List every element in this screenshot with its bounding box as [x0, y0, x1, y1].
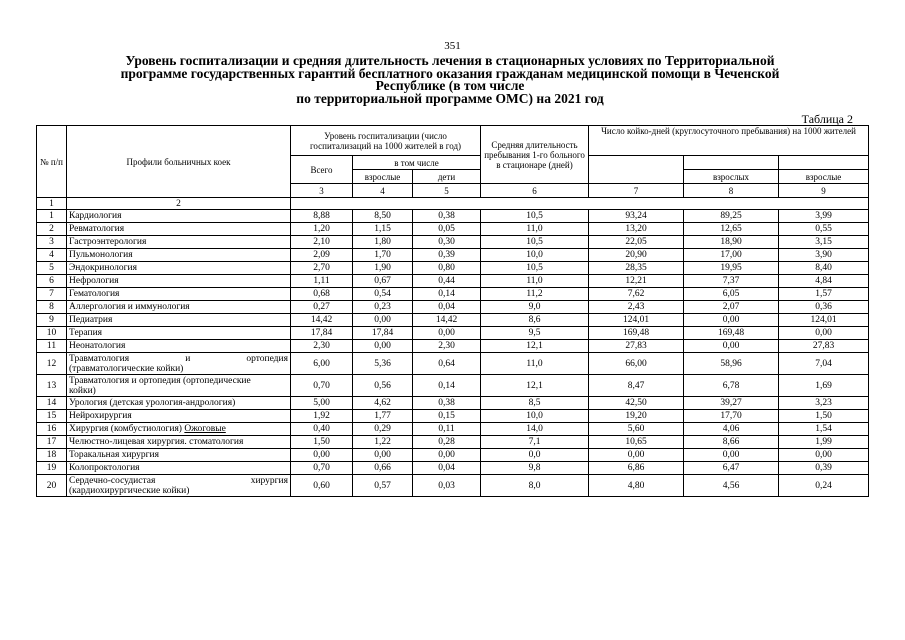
cell-adults: 1,80 — [353, 236, 413, 249]
header-total: Всего — [291, 156, 353, 184]
header-empty-cell — [779, 156, 869, 170]
cell-bd-b: 0,24 — [779, 475, 869, 497]
row-number: 9 — [37, 314, 67, 327]
hospitalization-table — [36, 125, 869, 497]
cell-bd-total: 66,00 — [589, 353, 684, 375]
col-number: 7 — [589, 184, 684, 198]
table-row — [37, 449, 869, 462]
cell-bd-a: 4,06 — [684, 423, 779, 436]
cell-children: 0,64 — [413, 353, 481, 375]
row-number: 2 — [37, 223, 67, 236]
profile-name-text: Хирургия (комбустиология) — [69, 424, 182, 434]
cell-total: 1,50 — [291, 436, 353, 449]
cell-avg: 11,2 — [481, 288, 589, 301]
cell-children: 14,42 — [413, 314, 481, 327]
profile-name — [67, 423, 291, 436]
header-num: № п/п — [37, 126, 67, 198]
cell-bd-total: 20,90 — [589, 249, 684, 262]
cell-children: 0,80 — [413, 262, 481, 275]
cell-adults: 1,70 — [353, 249, 413, 262]
header-adults-gen: взрослых — [684, 170, 779, 184]
cell-children: 0,11 — [413, 423, 481, 436]
row-number: 5 — [37, 262, 67, 275]
cell-adults: 0,54 — [353, 288, 413, 301]
cell-total: 1,20 — [291, 223, 353, 236]
header-bed-days: Число койко-дней (круглосуточного пребывания) на 1000 жителей — [589, 126, 869, 156]
cell-adults: 8,50 — [353, 210, 413, 223]
cell-children: 0,00 — [413, 449, 481, 462]
cell-bd-total: 5,60 — [589, 423, 684, 436]
profile-name — [67, 410, 291, 423]
table-row — [37, 327, 869, 340]
cell-total: 0,70 — [291, 462, 353, 475]
row-number: 20 — [37, 475, 67, 497]
cell-bd-a: 17,00 — [684, 249, 779, 262]
profile-name — [67, 236, 291, 249]
profile-name-part: хирургия — [250, 475, 288, 486]
profile-name — [67, 462, 291, 475]
cell-children: 0,05 — [413, 223, 481, 236]
cell-bd-total: 6,86 — [589, 462, 684, 475]
cell-total: 1,11 — [291, 275, 353, 288]
profile-name — [67, 397, 291, 410]
cell-adults: 1,90 — [353, 262, 413, 275]
profile-name — [67, 288, 291, 301]
cell-children: 0,00 — [413, 327, 481, 340]
table-row — [37, 249, 869, 262]
cell-avg: 10,0 — [481, 249, 589, 262]
title-line: по территориальной программе ОМС) на 2021 год — [296, 90, 604, 106]
row-number: 8 — [37, 301, 67, 314]
cell-bd-a: 8,66 — [684, 436, 779, 449]
profile-name-text: Кардиология — [69, 211, 122, 221]
row-number: 1 — [37, 210, 67, 223]
cell-bd-b: 4,84 — [779, 275, 869, 288]
cell-bd-b: 3,90 — [779, 249, 869, 262]
profile-name — [67, 449, 291, 462]
cell-adults: 0,00 — [353, 449, 413, 462]
header-children: дети — [413, 170, 481, 184]
cell-children: 0,15 — [413, 410, 481, 423]
cell-total: 2,70 — [291, 262, 353, 275]
cell-bd-a: 0,00 — [684, 449, 779, 462]
table-row — [37, 353, 869, 375]
profile-name — [67, 475, 291, 497]
profile-name-part: Травматология — [69, 353, 130, 364]
col-number: 6 — [481, 184, 589, 198]
cell-bd-b: 1,50 — [779, 410, 869, 423]
cell-bd-b: 1,99 — [779, 436, 869, 449]
table-row — [37, 423, 869, 436]
cell-adults: 17,84 — [353, 327, 413, 340]
table-row — [37, 275, 869, 288]
profile-name-text: Педиатрия — [69, 315, 113, 325]
profile-name-text: Неонатология — [69, 341, 126, 351]
header-empty-cell — [684, 156, 779, 170]
profile-name-text: Торакальная хирургия — [69, 450, 160, 460]
profile-name-underlined: Ожоговые — [184, 424, 226, 434]
cell-children: 0,04 — [413, 462, 481, 475]
cell-avg: 8,5 — [481, 397, 589, 410]
cell-adults: 0,57 — [353, 475, 413, 497]
table-row — [37, 262, 869, 275]
profile-name — [67, 262, 291, 275]
cell-bd-b: 3,99 — [779, 210, 869, 223]
table-row — [37, 288, 869, 301]
cell-avg: 8,6 — [481, 314, 589, 327]
table-row — [37, 314, 869, 327]
table-row — [37, 301, 869, 314]
col-number: 8 — [684, 184, 779, 198]
row-number: 17 — [37, 436, 67, 449]
table-row — [37, 210, 869, 223]
profile-name-text: Ревматология — [69, 224, 125, 234]
cell-adults: 0,00 — [353, 340, 413, 353]
table-row — [37, 436, 869, 449]
profile-name-text: Гематология — [69, 289, 120, 299]
cell-bd-total: 22,05 — [589, 236, 684, 249]
cell-bd-a: 58,96 — [684, 353, 779, 375]
table-row — [37, 340, 869, 353]
row-number: 14 — [37, 397, 67, 410]
cell-total: 2,09 — [291, 249, 353, 262]
title-line: Республике (в том числе — [375, 78, 525, 93]
row-number: 4 — [37, 249, 67, 262]
profile-name — [67, 327, 291, 340]
profile-name-part: и — [185, 353, 191, 364]
cell-bd-total: 4,80 — [589, 475, 684, 497]
cell-bd-total: 12,21 — [589, 275, 684, 288]
cell-bd-b: 1,54 — [779, 423, 869, 436]
cell-adults: 0,23 — [353, 301, 413, 314]
profile-name — [67, 275, 291, 288]
cell-avg: 10,5 — [481, 236, 589, 249]
table-row — [37, 375, 869, 397]
header-hosp-level: Уровень госпитализации (число госпитализаций на 1000 жителей в год) — [291, 126, 481, 156]
cell-avg: 10,0 — [481, 410, 589, 423]
cell-children: 2,30 — [413, 340, 481, 353]
cell-bd-a: 39,27 — [684, 397, 779, 410]
cell-total: 14,42 — [291, 314, 353, 327]
cell-children: 0,14 — [413, 375, 481, 397]
cell-children: 0,28 — [413, 436, 481, 449]
cell-avg: 14,0 — [481, 423, 589, 436]
cell-bd-b: 0,55 — [779, 223, 869, 236]
profile-name-part: ортопедия — [246, 353, 288, 364]
profile-name-text: Травматология и ортопедия (ортопедические — [69, 375, 251, 386]
table-row — [37, 475, 869, 497]
cell-bd-a: 169,48 — [684, 327, 779, 340]
col-number: 9 — [779, 184, 869, 198]
profile-name-text: Пульмонология — [69, 250, 133, 260]
profile-name-text: Нейрохирургия — [69, 411, 132, 421]
cell-avg: 7,1 — [481, 436, 589, 449]
cell-bd-b: 1,57 — [779, 288, 869, 301]
cell-bd-total: 0,00 — [589, 449, 684, 462]
row-number: 16 — [37, 423, 67, 436]
cell-total: 1,92 — [291, 410, 353, 423]
cell-adults: 0,66 — [353, 462, 413, 475]
header-empty-cell — [589, 156, 684, 184]
cell-bd-total: 27,83 — [589, 340, 684, 353]
cell-bd-a: 6,78 — [684, 375, 779, 397]
cell-bd-b: 0,00 — [779, 327, 869, 340]
cell-bd-b: 0,36 — [779, 301, 869, 314]
row-number: 6 — [37, 275, 67, 288]
table-row — [37, 410, 869, 423]
row-number: 12 — [37, 353, 67, 375]
col-number: 5 — [413, 184, 481, 198]
cell-bd-b: 0,00 — [779, 449, 869, 462]
cell-bd-a: 17,70 — [684, 410, 779, 423]
profile-name — [67, 375, 291, 397]
cell-total: 6,00 — [291, 353, 353, 375]
profile-name — [67, 340, 291, 353]
profile-name-line2: (травматологические койки) — [69, 363, 184, 374]
cell-children: 0,30 — [413, 236, 481, 249]
row-number: 7 — [37, 288, 67, 301]
cell-bd-a: 12,65 — [684, 223, 779, 236]
profile-name-text: Колопроктология — [69, 463, 140, 473]
cell-avg: 12,1 — [481, 375, 589, 397]
cell-children: 0,04 — [413, 301, 481, 314]
cell-children: 0,03 — [413, 475, 481, 497]
cell-avg: 8,0 — [481, 475, 589, 497]
cell-bd-a: 4,56 — [684, 475, 779, 497]
cell-children: 0,39 — [413, 249, 481, 262]
profile-name-text: Урология (детская урология-андрология) — [69, 398, 236, 408]
cell-adults: 4,62 — [353, 397, 413, 410]
cell-total: 0,68 — [291, 288, 353, 301]
cell-bd-a: 19,95 — [684, 262, 779, 275]
cell-bd-b: 0,39 — [779, 462, 869, 475]
cell-bd-b: 124,01 — [779, 314, 869, 327]
profile-name-line2: койки) — [69, 385, 96, 396]
cell-avg: 10,5 — [481, 210, 589, 223]
cell-adults: 0,67 — [353, 275, 413, 288]
profile-name — [67, 314, 291, 327]
cell-bd-total: 93,24 — [589, 210, 684, 223]
cell-bd-b: 1,69 — [779, 375, 869, 397]
cell-bd-a: 7,37 — [684, 275, 779, 288]
cell-bd-a: 89,25 — [684, 210, 779, 223]
header-adults2: взрослые — [779, 170, 869, 184]
profile-name-part: Сердечно-сосудистая — [69, 475, 156, 486]
cell-avg: 0,0 — [481, 449, 589, 462]
cell-bd-total: 2,43 — [589, 301, 684, 314]
header-profile: Профили больничных коек — [67, 126, 291, 198]
cell-bd-b: 27,83 — [779, 340, 869, 353]
profile-name-text: Терапия — [69, 328, 103, 338]
page-number: 351 — [444, 40, 461, 52]
cell-children: 0,38 — [413, 397, 481, 410]
cell-bd-a: 6,05 — [684, 288, 779, 301]
col-number: 3 — [291, 184, 353, 198]
profile-name — [67, 353, 291, 375]
cell-bd-b: 8,40 — [779, 262, 869, 275]
table-row — [37, 397, 869, 410]
cell-adults: 5,36 — [353, 353, 413, 375]
cell-bd-a: 6,47 — [684, 462, 779, 475]
cell-bd-a: 2,07 — [684, 301, 779, 314]
cell-bd-total: 19,20 — [589, 410, 684, 423]
cell-bd-b: 3,15 — [779, 236, 869, 249]
cell-total: 0,60 — [291, 475, 353, 497]
col-number: 1 — [37, 198, 67, 210]
cell-avg: 9,5 — [481, 327, 589, 340]
cell-bd-a: 18,90 — [684, 236, 779, 249]
cell-children: 0,14 — [413, 288, 481, 301]
cell-avg: 11,0 — [481, 353, 589, 375]
cell-total: 2,10 — [291, 236, 353, 249]
row-number: 13 — [37, 375, 67, 397]
profile-name-line2: (кардиохирургические койки) — [69, 485, 190, 496]
header-including: в том числе — [353, 156, 481, 170]
cell-bd-total: 124,01 — [589, 314, 684, 327]
title-line: программе государственных гарантий бесплатного оказания гражданам медицинской помощи в Чеченской — [120, 65, 780, 81]
row-number: 10 — [37, 327, 67, 340]
profile-name — [67, 210, 291, 223]
table-row — [37, 462, 869, 475]
row-number: 18 — [37, 449, 67, 462]
cell-bd-b: 7,04 — [779, 353, 869, 375]
row-number: 15 — [37, 410, 67, 423]
cell-avg: 11,0 — [481, 275, 589, 288]
row-number: 3 — [37, 236, 67, 249]
cell-avg: 12,1 — [481, 340, 589, 353]
title-line: Уровень госпитализации и средняя длительность лечения в стационарных условиях по Территориальной — [125, 53, 775, 68]
cell-adults: 1,15 — [353, 223, 413, 236]
profile-name-text: Нефрология — [69, 276, 119, 286]
cell-adults: 0,29 — [353, 423, 413, 436]
cell-total: 0,40 — [291, 423, 353, 436]
row-number: 11 — [37, 340, 67, 353]
table-note: Таблица 2 — [801, 112, 853, 126]
profile-name-text: Челюстно-лицевая хирургия. стоматология — [69, 437, 244, 447]
cell-total: 8,88 — [291, 210, 353, 223]
profile-name — [67, 249, 291, 262]
profile-name — [67, 301, 291, 314]
cell-avg: 9,0 — [481, 301, 589, 314]
cell-bd-total: 10,65 — [589, 436, 684, 449]
cell-adults: 0,00 — [353, 314, 413, 327]
profile-name — [67, 436, 291, 449]
profile-name — [67, 223, 291, 236]
cell-adults: 1,22 — [353, 436, 413, 449]
profile-name-text: Эндокринология — [69, 263, 137, 273]
profile-name-text: Гастроэнтерология — [69, 237, 147, 247]
cell-total: 0,00 — [291, 449, 353, 462]
cell-total: 17,84 — [291, 327, 353, 340]
col-number-filler — [291, 198, 869, 210]
header-avg-duration: Средняя длительность пребывания 1-го больного в стационаре (дней) — [481, 126, 589, 184]
cell-bd-total: 7,62 — [589, 288, 684, 301]
cell-total: 2,30 — [291, 340, 353, 353]
cell-adults: 0,56 — [353, 375, 413, 397]
cell-adults: 1,77 — [353, 410, 413, 423]
table-row — [37, 223, 869, 236]
cell-total: 5,00 — [291, 397, 353, 410]
document-title — [60, 55, 840, 105]
profile-name-text: Аллергология и иммунология — [69, 302, 190, 312]
cell-avg: 10,5 — [481, 262, 589, 275]
table-row — [37, 236, 869, 249]
row-number: 19 — [37, 462, 67, 475]
col-number: 2 — [67, 198, 291, 210]
cell-bd-a: 0,00 — [684, 314, 779, 327]
cell-children: 0,44 — [413, 275, 481, 288]
cell-bd-a: 0,00 — [684, 340, 779, 353]
cell-bd-total: 42,50 — [589, 397, 684, 410]
cell-avg: 11,0 — [481, 223, 589, 236]
cell-avg: 9,8 — [481, 462, 589, 475]
cell-total: 0,27 — [291, 301, 353, 314]
cell-total: 0,70 — [291, 375, 353, 397]
cell-children: 0,38 — [413, 210, 481, 223]
cell-bd-total: 169,48 — [589, 327, 684, 340]
cell-bd-total: 8,47 — [589, 375, 684, 397]
cell-bd-total: 28,35 — [589, 262, 684, 275]
cell-bd-total: 13,20 — [589, 223, 684, 236]
cell-bd-b: 3,23 — [779, 397, 869, 410]
col-number: 4 — [353, 184, 413, 198]
header-adults: взрослые — [353, 170, 413, 184]
